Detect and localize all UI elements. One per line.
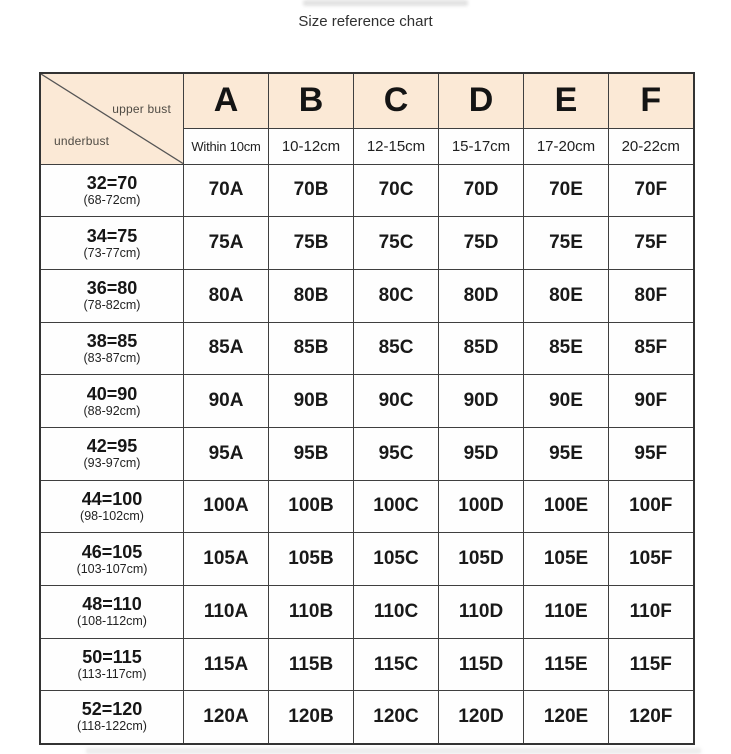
size-cell: 85B xyxy=(269,322,354,375)
size-cell: 110D xyxy=(439,586,524,639)
band-size-range: (68-72cm) xyxy=(83,192,141,207)
size-cell: 105C xyxy=(354,533,439,586)
size-cell: 115C xyxy=(354,638,439,691)
table-row xyxy=(40,533,694,586)
size-cell: 95D xyxy=(439,427,524,480)
band-size-label: 42=95 xyxy=(86,436,138,457)
band-size-label: 36=80 xyxy=(86,278,138,299)
band-size-range: (78-82cm) xyxy=(83,298,141,313)
size-cell: 115D xyxy=(439,638,524,691)
size-cell: 120A xyxy=(184,691,269,744)
band-size-cell xyxy=(40,164,184,217)
size-cell: 70A xyxy=(184,164,269,217)
size-cell: 105E xyxy=(524,533,609,586)
cup-range-c: 12-15cm xyxy=(354,128,439,164)
size-cell: 120F xyxy=(609,691,694,744)
size-cell: 95C xyxy=(354,427,439,480)
band-size-cell xyxy=(40,586,184,639)
table-row xyxy=(40,427,694,480)
size-cell: 90B xyxy=(269,375,354,428)
corner-cell xyxy=(40,73,184,164)
size-cell: 75E xyxy=(524,217,609,270)
size-cell: 120B xyxy=(269,691,354,744)
band-size-label: 34=75 xyxy=(86,225,138,246)
band-size-cell xyxy=(40,217,184,270)
band-size-cell xyxy=(40,691,184,744)
size-cell: 90C xyxy=(354,375,439,428)
band-size-label: 48=110 xyxy=(82,594,142,615)
size-cell: 80F xyxy=(609,269,694,322)
size-cell: 75A xyxy=(184,217,269,270)
size-cell: 110C xyxy=(354,586,439,639)
size-cell: 85D xyxy=(439,322,524,375)
size-cell: 90D xyxy=(439,375,524,428)
size-cell: 115F xyxy=(609,638,694,691)
size-cell: 100E xyxy=(524,480,609,533)
band-size-range: (73-77cm) xyxy=(83,245,141,260)
size-cell: 80C xyxy=(354,269,439,322)
size-cell: 115E xyxy=(524,638,609,691)
size-cell: 100F xyxy=(609,480,694,533)
band-size-cell xyxy=(40,638,184,691)
size-cell: 110A xyxy=(184,586,269,639)
band-size-cell xyxy=(40,533,184,586)
cup-range-d: 15-17cm xyxy=(439,128,524,164)
size-cell: 100C xyxy=(354,480,439,533)
table-body xyxy=(40,164,694,744)
size-cell: 115A xyxy=(184,638,269,691)
size-cell: 70D xyxy=(439,164,524,217)
band-size-label: 52=120 xyxy=(81,699,143,720)
size-cell: 105B xyxy=(269,533,354,586)
table-row xyxy=(40,217,694,270)
size-cell: 110E xyxy=(524,586,609,639)
size-chart-table xyxy=(39,72,695,745)
band-size-cell xyxy=(40,480,184,533)
cup-letter-e: E xyxy=(524,73,609,128)
size-cell: 75F xyxy=(609,217,694,270)
size-cell: 80B xyxy=(269,269,354,322)
size-cell: 90E xyxy=(524,375,609,428)
cup-range-f: 20-22cm xyxy=(609,128,694,164)
watermark-smudge-bottom xyxy=(86,748,701,754)
size-cell: 105A xyxy=(184,533,269,586)
size-cell: 70E xyxy=(524,164,609,217)
size-cell: 115B xyxy=(269,638,354,691)
cup-range-b: 10-12cm xyxy=(269,128,354,164)
size-cell: 95E xyxy=(524,427,609,480)
size-cell: 85E xyxy=(524,322,609,375)
size-cell: 80A xyxy=(184,269,269,322)
cup-letter-a: A xyxy=(184,73,269,128)
size-cell: 70B xyxy=(269,164,354,217)
band-size-label: 38=85 xyxy=(86,330,138,351)
size-cell: 120E xyxy=(524,691,609,744)
table-row xyxy=(40,638,694,691)
size-cell: 90F xyxy=(609,375,694,428)
size-cell: 85F xyxy=(609,322,694,375)
size-cell: 75D xyxy=(439,217,524,270)
band-size-label: 40=90 xyxy=(86,383,138,404)
size-cell: 105D xyxy=(439,533,524,586)
size-chart xyxy=(39,72,695,745)
band-size-range: (98-102cm) xyxy=(80,508,144,523)
page-title: Size reference chart xyxy=(298,13,433,30)
band-size-cell xyxy=(40,375,184,428)
size-cell: 85A xyxy=(184,322,269,375)
table-row xyxy=(40,586,694,639)
table-row xyxy=(40,480,694,533)
band-size-range: (118-122cm) xyxy=(77,719,147,734)
band-size-range: (103-107cm) xyxy=(76,561,148,576)
cup-letter-header-row xyxy=(40,73,694,128)
size-cell: 95F xyxy=(609,427,694,480)
size-cell: 105F xyxy=(609,533,694,586)
table-row xyxy=(40,269,694,322)
size-cell: 90A xyxy=(184,375,269,428)
band-size-cell xyxy=(40,269,184,322)
size-cell: 110B xyxy=(269,586,354,639)
size-cell: 100A xyxy=(184,480,269,533)
band-size-label: 50=115 xyxy=(82,647,142,668)
band-size-range: (88-92cm) xyxy=(83,403,141,418)
size-cell: 100D xyxy=(439,480,524,533)
size-cell: 120D xyxy=(439,691,524,744)
band-size-label: 44=100 xyxy=(81,488,143,509)
table-row xyxy=(40,322,694,375)
size-cell: 95B xyxy=(269,427,354,480)
size-cell: 75B xyxy=(269,217,354,270)
underbust-label: underbust xyxy=(54,133,110,148)
band-size-label: 32=70 xyxy=(86,172,138,193)
cup-range-e: 17-20cm xyxy=(524,128,609,164)
size-cell: 70F xyxy=(609,164,694,217)
upper-bust-label: upper bust xyxy=(112,102,171,116)
band-size-range: (113-117cm) xyxy=(77,667,147,682)
band-size-range: (108-112cm) xyxy=(77,614,147,629)
band-size-range: (93-97cm) xyxy=(83,456,141,471)
cup-letter-c: C xyxy=(354,73,439,128)
band-size-range: (83-87cm) xyxy=(83,350,141,365)
diagonal-line-icon xyxy=(41,74,183,164)
size-cell: 75C xyxy=(354,217,439,270)
table-row xyxy=(40,164,694,217)
size-cell: 110F xyxy=(609,586,694,639)
band-size-label: 46=105 xyxy=(81,541,143,562)
cup-range-a: Within 10cm xyxy=(184,128,269,164)
size-cell: 100B xyxy=(269,480,354,533)
size-cell: 85C xyxy=(354,322,439,375)
table-row xyxy=(40,691,694,744)
cup-letter-b: B xyxy=(269,73,354,128)
size-cell: 95A xyxy=(184,427,269,480)
size-cell: 80D xyxy=(439,269,524,322)
cup-letter-d: D xyxy=(439,73,524,128)
table-row xyxy=(40,375,694,428)
cup-letter-f: F xyxy=(609,73,694,128)
band-size-cell xyxy=(40,322,184,375)
size-cell: 120C xyxy=(354,691,439,744)
size-cell: 70C xyxy=(354,164,439,217)
size-cell: 80E xyxy=(524,269,609,322)
band-size-cell xyxy=(40,427,184,480)
